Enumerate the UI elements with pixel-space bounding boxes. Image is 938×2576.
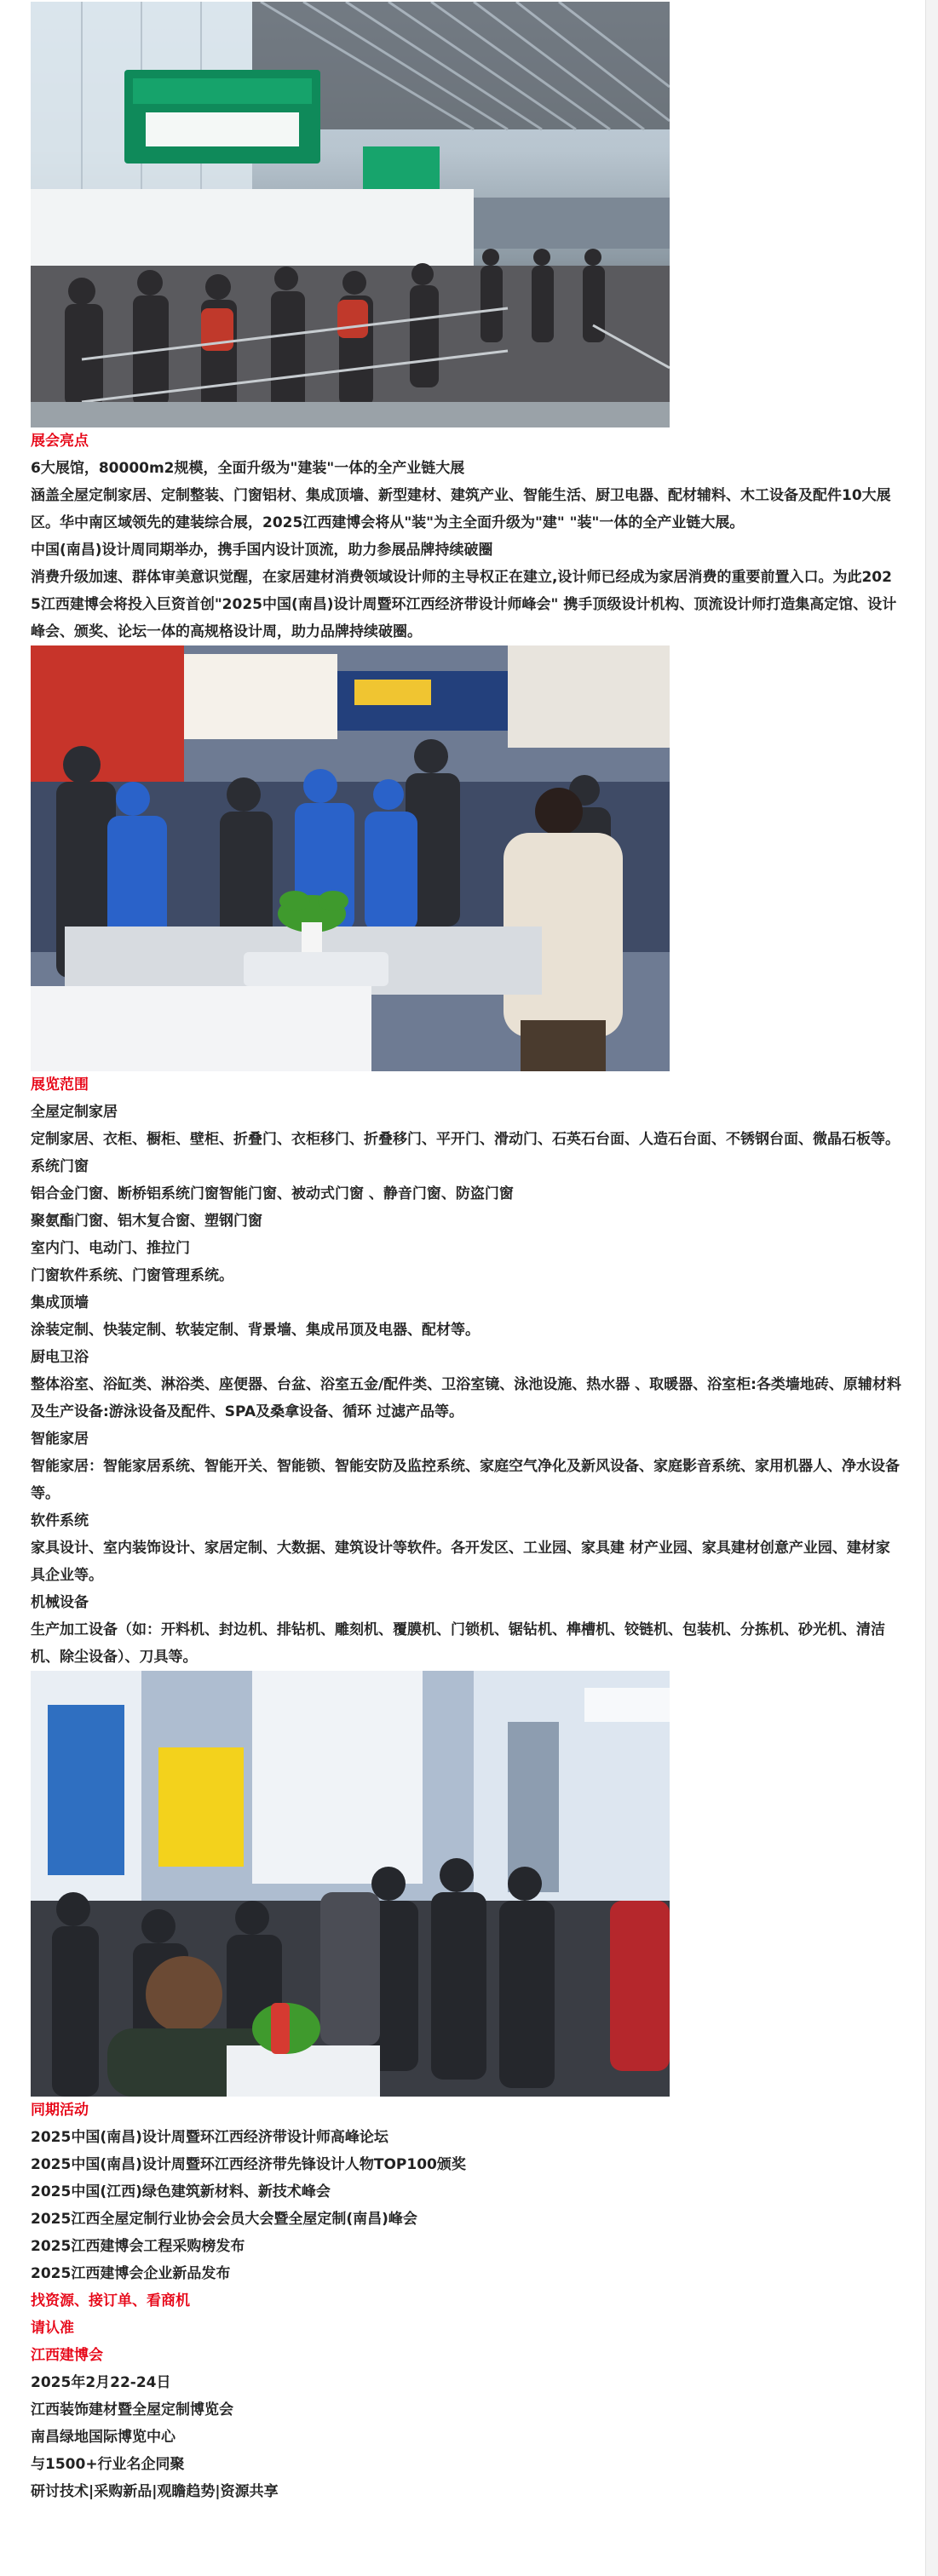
closing-brand: 江西建博会 [31, 2347, 103, 2364]
exhibition-entrance-photo [31, 2, 670, 427]
activity-item: 2025江西建博会工程采购榜发布 [31, 2238, 245, 2255]
visitors-booth-illustration [31, 1671, 670, 2097]
activity-item: 2025中国(江西)绿色建筑新材料、新技术峰会 [31, 2183, 331, 2200]
article-body [31, 2, 901, 2505]
highlights-line: 6大展馆，80000m2规模，全面升级为"建装"一体的全产业链大展 [31, 460, 465, 477]
scope-line: 智能家居 [31, 1431, 89, 1448]
closing-participants: 与1500+行业名企同聚 [31, 2456, 185, 2473]
scope-line: 整体浴室、浴缸类、淋浴类、座便器、台盆、浴室五金/配件类、卫浴室镜、泳池设施、热水器 、取暖器、浴室柜:各类墙地砖、原辅材料及生产设备:游泳设备及配件、SPA及桑拿设备、循环 过滤产品等。 [31, 1376, 901, 1420]
page-scrollbar-rail[interactable] [925, 0, 938, 2576]
highlights-line: 中国(南昌)设计周同期举办，携手国内设计顶流，助力参展品牌持续破圈 [31, 542, 493, 559]
booth-interior-illustration [31, 645, 670, 1071]
scope-line: 厨电卫浴 [31, 1349, 89, 1366]
scope-line: 系统门窗 [31, 1158, 89, 1175]
closing-slogan: 找资源、接订单、看商机 [31, 2292, 190, 2309]
activity-item: 2025江西建博会企业新品发布 [31, 2265, 231, 2282]
scope-line: 家具设计、室内装饰设计、家居定制、大数据、建筑设计等软件。各开发区、工业园、家具建 材产业园、家具建材创意产业园、建材家具企业等。 [31, 1540, 890, 1584]
scope-line: 生产加工设备（如：开料机、封边机、排钻机、雕刻机、覆膜机、门锁机、锯钻机、榫槽机、铰链机、包装机、分拣机、砂光机、清洁机、除尘设备）、刀具等。 [31, 1621, 885, 1666]
scope-line: 聚氨酯门窗、铝木复合窗、塑钢门窗 [31, 1213, 262, 1230]
scope-line: 软件系统 [31, 1512, 89, 1529]
closing-expo-name: 江西装饰建材暨全屋定制博览会 [31, 2401, 233, 2418]
activity-item: 2025中国(南昌)设计周暨环江西经济带设计师高峰论坛 [31, 2129, 388, 2146]
closing-venue: 南昌绿地国际博览中心 [31, 2429, 176, 2446]
activity-item: 2025江西全屋定制行业协会会员大会暨全屋定制(南昌)峰会 [31, 2211, 417, 2228]
activities-title: 同期活动 [31, 2102, 89, 2119]
visitors-booth-photo [31, 1671, 670, 2097]
scope-line: 机械设备 [31, 1594, 89, 1611]
closing-tagline: 研讨技术|采购新品|观瞻趋势|资源共享 [31, 2483, 279, 2500]
scope-line: 门窗软件系统、门窗管理系统。 [31, 1267, 233, 1284]
closing-remember: 请认准 [31, 2320, 74, 2337]
exhibition-entrance-illustration [31, 2, 670, 427]
scope-line: 铝合金门窗、断桥铝系统门窗智能门窗、被动式门窗 、静音门窗、防盗门窗 [31, 1185, 514, 1202]
scope-line: 室内门、电动门、推拉门 [31, 1240, 190, 1257]
activity-item: 2025中国(南昌)设计周暨环江西经济带先锋设计人物TOP100颁奖 [31, 2156, 466, 2173]
scope-line: 涂装定制、快装定制、软装定制、背景墙、集成吊顶及电器、配材等。 [31, 1322, 480, 1339]
highlights-title: 展会亮点 [31, 433, 89, 450]
booth-interior-photo [31, 645, 670, 1071]
scope-line: 全屋定制家居 [31, 1104, 118, 1121]
scope-title: 展览范围 [31, 1076, 89, 1093]
scope-line: 集成顶墙 [31, 1294, 89, 1311]
scope-line: 定制家居、衣柜、橱柜、壁柜、折叠门、衣柜移门、折叠移门、平开门、滑动门、石英石台面、人造石台面、不锈钢台面、微晶石板等。 [31, 1131, 900, 1148]
scope-line: 智能家居：智能家居系统、智能开关、智能锁、智能安防及监控系统、家庭空气净化及新风设备、家庭影音系统、家用机器人、净水设备等。 [31, 1458, 900, 1502]
highlights-line: 涵盖全屋定制家居、定制整装、门窗铝材、集成顶墙、新型建材、建筑产业、智能生活、厨卫电器、配材辅料、木工设备及配件10大展区。华中南区域领先的建装综合展，2025江西建博会将从"装"为主全面升级为"建" "装"一体的全产业链大展。 [31, 487, 891, 531]
highlights-line: 消费升级加速、群体审美意识觉醒，在家居建材消费领域设计师的主导权正在建立,设计师已经成为家居消费的重要前置入口。为此2025江西建博会将投入巨资首创"2025中国(南昌)设计周暨环江西经济带设计师峰会" 携手顶级设计机构、顶流设计师打造集高定馆、设计峰会、颁奖、论坛一体的高规格设计周，助力品牌持续破圈。 [31, 569, 897, 640]
closing-date: 2025年2月22-24日 [31, 2374, 171, 2391]
